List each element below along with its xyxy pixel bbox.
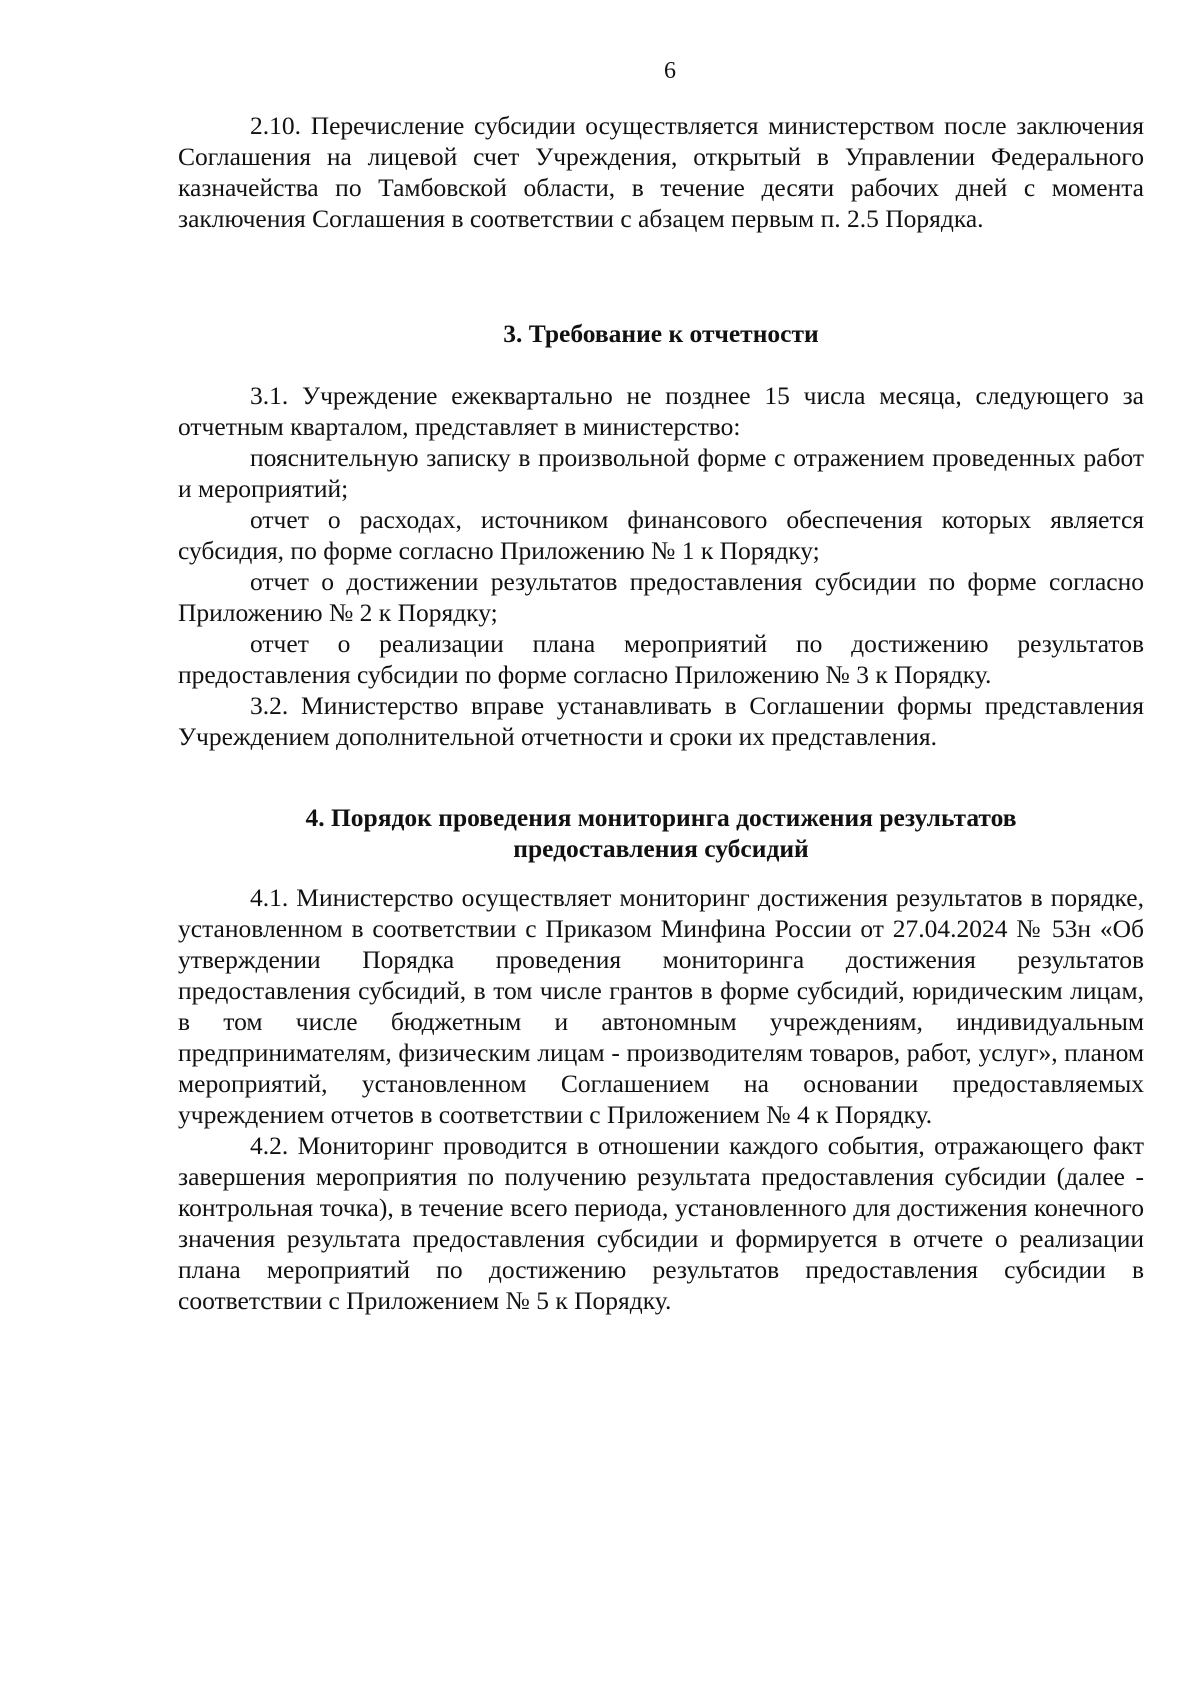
list-item: отчет о реализации плана мероприятий по достижению результатов предоставления субсидии по форме согласно Приложению № 3 к Порядку. — [178, 629, 1144, 689]
section-4 — [178, 802, 1144, 864]
paragraph-4-1: 4.1. Министерство осуществляет мониторинг достижения результатов в порядке, установленном в соответствии с Приказом Минфина России от 27.04.2024 № 53н «Об утверждении Порядка проведения мониторинга достижения результатов предоставления субсидий, в том числе грантов в форме субсидий, юридическим лицам, в том числе бюджетным и автономным учреждениям, индивидуальным предпринимателям, физическим лицам - производителям товаров, работ, услуг», планом мероприятий, установленном Соглашением на основании предоставляемых учреждением отчетов в соответствии с Приложением № 4 к Порядку. — [178, 883, 1144, 1129]
section-3 — [178, 318, 1144, 349]
paragraph-3-1: 3.1. Учреждение ежеквартально не позднее 15 числа месяца, следующего за отчетным кварталом, представляет в министерство: — [178, 381, 1144, 441]
paragraph-2-10-block — [178, 110, 1144, 234]
page-number: 6 — [664, 58, 676, 84]
list-item: отчет о достижении результатов предоставления субсидии по форме согласно Приложению № 2 к Порядку; — [178, 567, 1144, 627]
paragraph-3-2: 3.2. Министерство вправе устанавливать в Соглашении формы представления Учреждением дополнительной отчетности и сроки их представления. — [178, 691, 1144, 751]
section-3-body — [178, 380, 1144, 752]
section-4-heading-line1: 4. Порядок проведения мониторинга достижения результатов — [305, 803, 1017, 832]
paragraph-2-10: 2.10. Перечисление субсидии осуществляется министерством после заключения Соглашения на лицевой счет Учреждения, открытый в Управлении Федерального казначейства по Тамбовской области, в течение десяти рабочих дней с момента заключения Соглашения в соответствии с абзацем первым п. 2.5 Порядка. — [178, 111, 1144, 233]
list-item: отчет о расходах, источником финансового обеспечения которых является субсидия, по форме согласно Приложению № 1 к Порядку; — [178, 505, 1144, 565]
paragraph-4-2: 4.2. Мониторинг проводится в отношении каждого события, отражающего факт завершения мероприятия по получению результата предоставления субсидии (далее - контрольная точка), в течение всего периода, установленного для достижения конечного значения результата предоставления субсидии и формируется в отчете о реализации плана мероприятий по достижению результатов предоставления субсидии в соответствии с Приложением № 5 к Порядку. — [178, 1131, 1144, 1315]
section-4-heading-line2: предоставления субсидий — [513, 834, 809, 863]
section-4-body — [178, 882, 1144, 1316]
section-3-heading: 3. Требование к отчетности — [503, 319, 819, 348]
list-item: пояснительную записку в произвольной форме с отражением проведенных работ и мероприятий; — [178, 443, 1144, 503]
